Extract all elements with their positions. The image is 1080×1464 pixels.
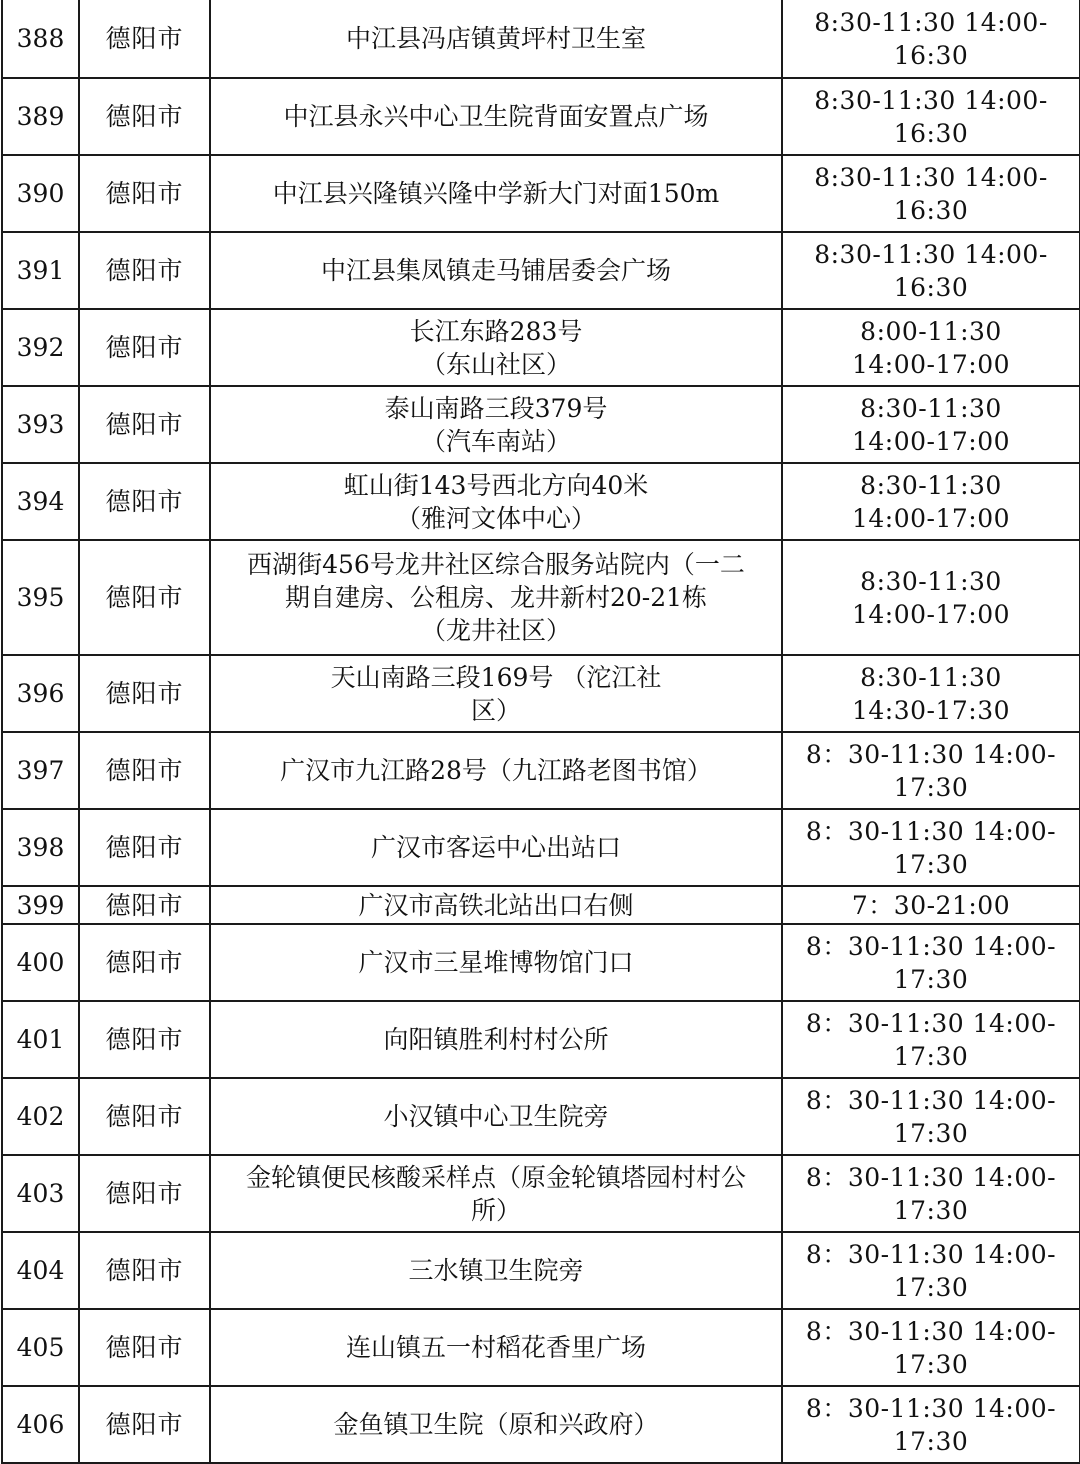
address-cell-text: 中江县兴隆镇兴隆中学新大门对面150m (272, 179, 720, 208)
city-cell-text: 德阳市 (105, 833, 184, 862)
hours-cell-text: 8：30-11:30 14:00- 17:30 (805, 1316, 1057, 1379)
address-cell-text: 广汉市三星堆博物馆门口 (358, 948, 634, 977)
address-cell-text: 连山镇五一村稻花香里广场 (345, 1333, 646, 1362)
row-number-cell (2, 232, 79, 309)
address-cell (210, 309, 782, 386)
address-cell (210, 78, 782, 155)
address-cell (210, 1309, 782, 1386)
address-cell-text: 泰山南路三段379号 （汽车南站） (384, 393, 608, 456)
address-cell (210, 732, 782, 809)
address-cell (210, 0, 782, 78)
row-number-cell-text: 397 (16, 756, 65, 785)
city-cell-text: 德阳市 (105, 756, 184, 785)
row-number-cell-text: 389 (16, 102, 65, 131)
hours-cell-text: 8:30-11:30 14:00- 16:30 (814, 162, 1048, 225)
city-cell-text: 德阳市 (105, 1410, 184, 1439)
address-cell (210, 155, 782, 232)
row-number-cell (2, 1232, 79, 1309)
row-number-cell (2, 886, 79, 924)
city-cell-text: 德阳市 (105, 583, 184, 612)
hours-cell (782, 232, 1080, 309)
city-cell (79, 386, 210, 463)
city-cell-text: 德阳市 (105, 1102, 184, 1131)
city-cell (79, 809, 210, 886)
table-body (2, 0, 1080, 1463)
row-number-cell (2, 1386, 79, 1463)
hours-cell-text: 8:30-11:30 14:00- 16:30 (814, 7, 1048, 70)
hours-cell-text: 8：30-11:30 14:00- 17:30 (805, 1239, 1057, 1302)
address-cell-text: 长江东路283号 （东山社区） (409, 316, 583, 379)
hours-cell (782, 1232, 1080, 1309)
row-number-cell (2, 540, 79, 655)
row-number-cell-text: 396 (16, 679, 65, 708)
address-cell-text: 广汉市九江路28号（九江路老图书馆） (280, 756, 712, 785)
row-number-cell-text: 393 (16, 410, 65, 439)
row-number-cell-text: 392 (16, 333, 65, 362)
row-number-cell-text: 402 (16, 1102, 65, 1131)
city-cell-text: 德阳市 (105, 890, 184, 920)
hours-cell-text: 7：30-21:00 (851, 890, 1011, 920)
hours-cell-text: 8：30-11:30 14:00- 17:30 (805, 1393, 1057, 1456)
city-cell-text: 德阳市 (105, 256, 184, 285)
city-cell-text: 德阳市 (105, 333, 184, 362)
hours-cell (782, 540, 1080, 655)
address-cell (210, 540, 782, 655)
row-number-cell-text: 400 (16, 948, 65, 977)
row-number-cell-text: 391 (16, 256, 65, 285)
city-cell (79, 732, 210, 809)
hours-cell (782, 155, 1080, 232)
table-row (2, 655, 1080, 732)
address-cell-text: 广汉市客运中心出站口 (370, 833, 621, 862)
hours-cell (782, 463, 1080, 540)
city-cell (79, 463, 210, 540)
city-cell (79, 78, 210, 155)
row-number-cell (2, 0, 79, 78)
address-cell-text: 金鱼镇卫生院（原和兴政府） (333, 1410, 659, 1439)
testing-sites-table (1, 0, 1080, 1464)
hours-cell-text: 8:30-11:30 14:00-17:00 (851, 393, 1011, 456)
row-number-cell-text: 404 (16, 1256, 65, 1285)
hours-cell-text: 8:30-11:30 14:00- 16:30 (814, 239, 1048, 302)
row-number-cell (2, 1309, 79, 1386)
row-number-cell-text: 390 (16, 179, 65, 208)
table-row (2, 1078, 1080, 1155)
hours-cell (782, 78, 1080, 155)
table-row (2, 78, 1080, 155)
table-row (2, 1001, 1080, 1078)
table-row (2, 1309, 1080, 1386)
hours-cell-text: 8:30-11:30 14:00-17:00 (851, 566, 1011, 629)
hours-cell (782, 386, 1080, 463)
city-cell-text: 德阳市 (105, 487, 184, 516)
city-cell (79, 155, 210, 232)
city-cell-text: 德阳市 (105, 1256, 184, 1285)
address-cell (210, 809, 782, 886)
hours-cell-text: 8:30-11:30 14:00-17:00 (851, 470, 1011, 533)
address-cell-text: 中江县冯店镇黄坪村卫生室 (345, 24, 646, 53)
table-row (2, 386, 1080, 463)
address-cell (210, 1232, 782, 1309)
city-cell (79, 232, 210, 309)
row-number-cell-text: 401 (16, 1025, 65, 1054)
table-row (2, 0, 1080, 78)
address-cell-text: 小汉镇中心卫生院旁 (383, 1102, 609, 1131)
row-number-cell-text: 394 (16, 487, 65, 516)
table-row (2, 463, 1080, 540)
hours-cell (782, 809, 1080, 886)
city-cell (79, 1309, 210, 1386)
table-row (2, 540, 1080, 655)
hours-cell (782, 655, 1080, 732)
table-row (2, 1155, 1080, 1232)
hours-cell-text: 8:30-11:30 14:30-17:30 (851, 662, 1011, 725)
address-cell (210, 886, 782, 924)
address-cell-text: 广汉市高铁北站出口右侧 (358, 890, 634, 920)
row-number-cell (2, 78, 79, 155)
city-cell (79, 886, 210, 924)
row-number-cell (2, 1155, 79, 1232)
row-number-cell (2, 309, 79, 386)
hours-cell (782, 924, 1080, 1001)
city-cell (79, 1078, 210, 1155)
table-row (2, 155, 1080, 232)
city-cell-text: 德阳市 (105, 102, 184, 131)
city-cell (79, 1232, 210, 1309)
city-cell (79, 655, 210, 732)
hours-cell (782, 1078, 1080, 1155)
hours-cell-text: 8：30-11:30 14:00- 17:30 (805, 1085, 1057, 1148)
row-number-cell (2, 463, 79, 540)
city-cell-text: 德阳市 (105, 179, 184, 208)
city-cell (79, 924, 210, 1001)
row-number-cell (2, 924, 79, 1001)
table-row (2, 924, 1080, 1001)
city-cell-text: 德阳市 (105, 1333, 184, 1362)
address-cell (210, 232, 782, 309)
address-cell (210, 924, 782, 1001)
row-number-cell (2, 1078, 79, 1155)
hours-cell-text: 8：30-11:30 14:00- 17:30 (805, 1162, 1057, 1225)
hours-cell (782, 309, 1080, 386)
row-number-cell-text: 388 (16, 24, 65, 53)
table-row (2, 809, 1080, 886)
hours-cell-text: 8:00-11:30 14:00-17:00 (851, 316, 1011, 379)
row-number-cell-text: 403 (16, 1179, 65, 1208)
city-cell (79, 309, 210, 386)
address-cell-text: 虹山街143号西北方向40米 （雅河文体中心） (343, 470, 649, 533)
city-cell-text: 德阳市 (105, 679, 184, 708)
table-row (2, 732, 1080, 809)
address-cell-text: 金轮镇便民核酸采样点（原金轮镇塔园村村公 所） (245, 1162, 746, 1225)
city-cell-text: 德阳市 (105, 410, 184, 439)
hours-cell-text: 8：30-11:30 14:00- 17:30 (805, 931, 1057, 994)
address-cell-text: 向阳镇胜利村村公所 (383, 1025, 609, 1054)
address-cell (210, 1001, 782, 1078)
table-row (2, 1232, 1080, 1309)
address-cell (210, 1155, 782, 1232)
row-number-cell-text: 398 (16, 833, 65, 862)
row-number-cell-text: 399 (16, 890, 65, 920)
row-number-cell-text: 405 (16, 1333, 65, 1362)
table-row (2, 232, 1080, 309)
hours-cell (782, 732, 1080, 809)
row-number-cell (2, 386, 79, 463)
address-cell (210, 463, 782, 540)
address-cell (210, 1386, 782, 1463)
hours-cell (782, 1386, 1080, 1463)
table-row (2, 886, 1080, 924)
address-cell-text: 中江县永兴中心卫生院背面安置点广场 (283, 102, 709, 131)
address-cell (210, 386, 782, 463)
address-cell-text: 中江县集凤镇走马铺居委会广场 (320, 256, 671, 285)
table-row (2, 1386, 1080, 1463)
row-number-cell-text: 395 (16, 583, 65, 612)
row-number-cell (2, 809, 79, 886)
hours-cell-text: 8：30-11:30 14:00- 17:30 (805, 1008, 1057, 1071)
city-cell (79, 0, 210, 78)
hours-cell (782, 1001, 1080, 1078)
row-number-cell-text: 406 (16, 1410, 65, 1439)
city-cell-text: 德阳市 (105, 1025, 184, 1054)
address-cell-text: 三水镇卫生院旁 (408, 1256, 584, 1285)
hours-cell (782, 1155, 1080, 1232)
hours-cell (782, 1309, 1080, 1386)
city-cell (79, 1155, 210, 1232)
hours-cell-text: 8:30-11:30 14:00- 16:30 (814, 85, 1048, 148)
city-cell-text: 德阳市 (105, 24, 184, 53)
city-cell (79, 1386, 210, 1463)
address-cell (210, 1078, 782, 1155)
hours-cell (782, 886, 1080, 924)
city-cell-text: 德阳市 (105, 948, 184, 977)
city-cell (79, 540, 210, 655)
address-cell (210, 655, 782, 732)
row-number-cell (2, 1001, 79, 1078)
hours-cell-text: 8：30-11:30 14:00- 17:30 (805, 816, 1057, 879)
address-cell-text: 西湖街456号龙井社区综合服务站院内（一二 期自建房、公租房、龙井新村20-21栋 （龙井社区） (247, 550, 745, 645)
row-number-cell (2, 155, 79, 232)
city-cell (79, 1001, 210, 1078)
row-number-cell (2, 732, 79, 809)
table-row (2, 309, 1080, 386)
hours-cell (782, 0, 1080, 78)
row-number-cell (2, 655, 79, 732)
city-cell-text: 德阳市 (105, 1179, 184, 1208)
hours-cell-text: 8：30-11:30 14:00- 17:30 (805, 739, 1057, 802)
address-cell-text: 天山南路三段169号 （沱江社 区） (330, 662, 662, 725)
